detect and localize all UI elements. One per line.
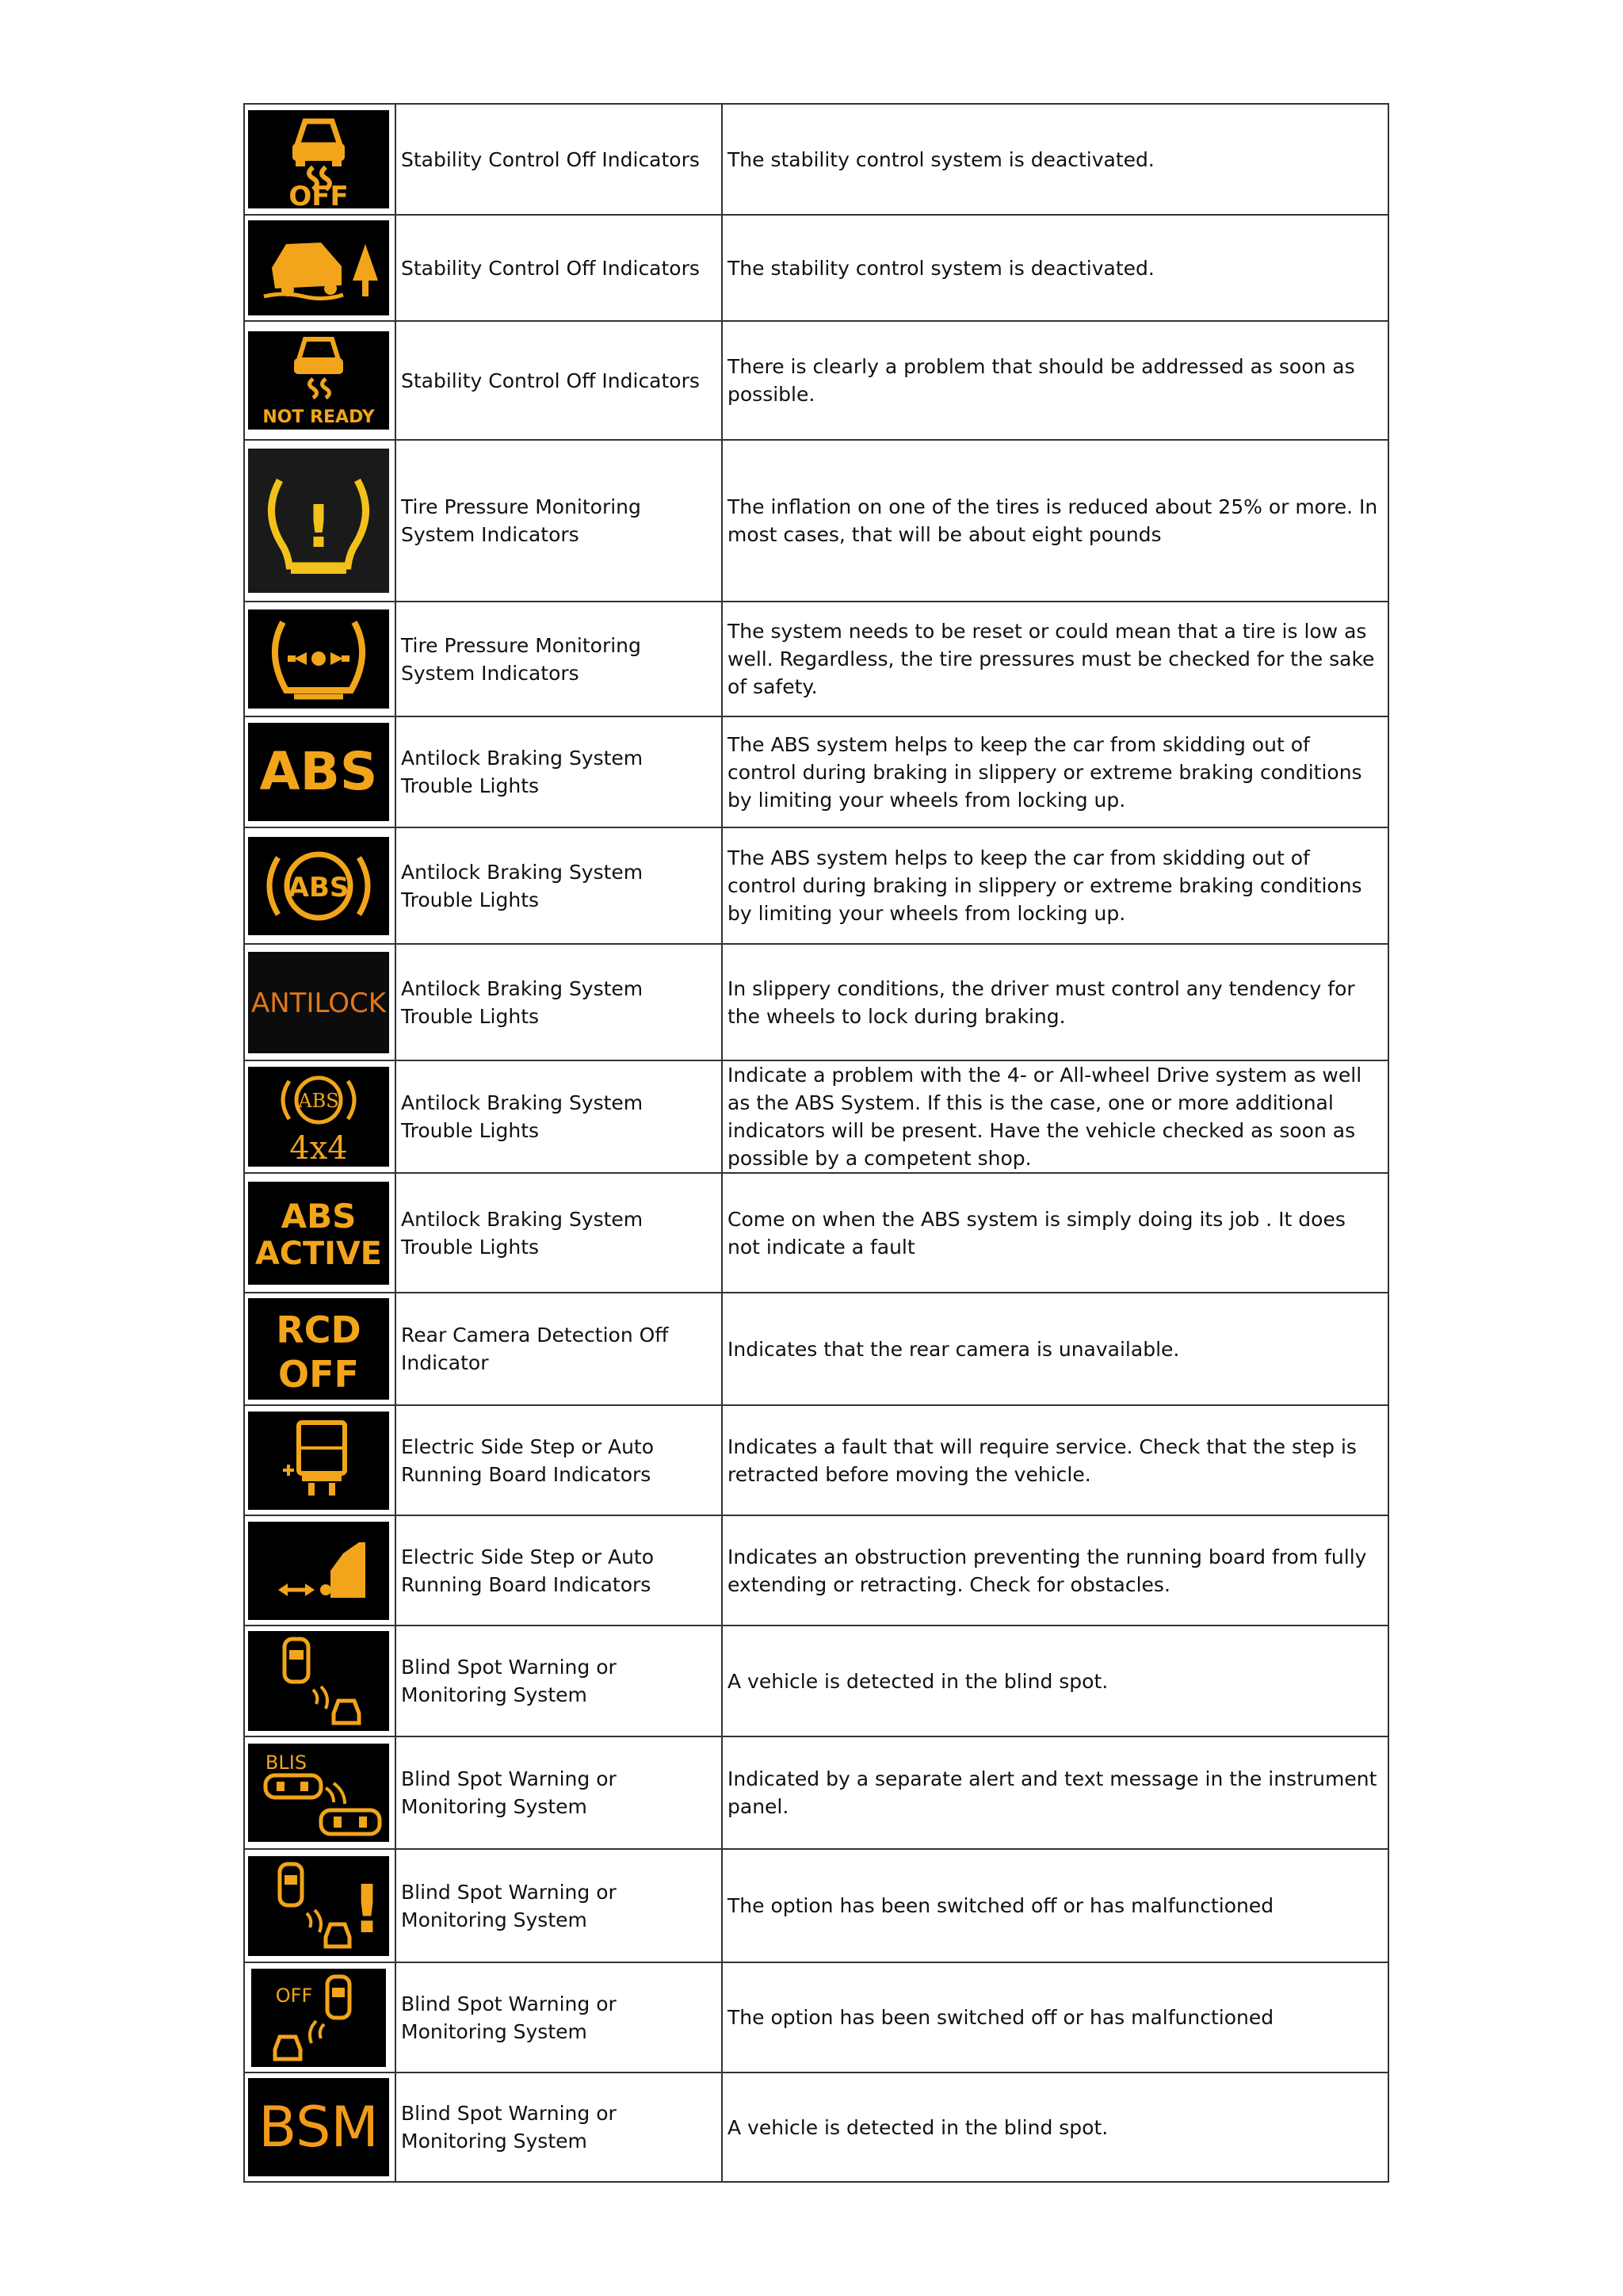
indicator-description: The option has been switched off or has malfunctioned — [722, 1962, 1388, 2073]
indicator-description: Indicates a fault that will require service. Check that the step is retracted before moving the vehicle. — [722, 1405, 1388, 1515]
side-step-fault-icon — [248, 1412, 389, 1510]
tire-pressure-reset-icon — [248, 609, 389, 709]
indicator-description: Indicates an obstruction preventing the running board from fully extending or retracting. Check for obstacles. — [722, 1515, 1388, 1626]
indicator-description: There is clearly a problem that should be addressed as soon as possible. — [722, 321, 1388, 440]
table-row — [244, 602, 1388, 716]
tire-pressure-warning-icon — [248, 449, 389, 593]
bsm-text-icon — [248, 2078, 389, 2176]
svg-text:ACTIVE: ACTIVE — [255, 1235, 382, 1272]
indicator-name: Antilock Braking System Trouble Lights — [395, 944, 722, 1060]
svg-text:ABS: ABS — [288, 871, 349, 904]
table-row — [244, 1962, 1388, 2073]
table-row — [244, 321, 1388, 440]
indicator-description: Indicated by a separate alert and text message in the instrument panel. — [722, 1736, 1388, 1849]
indicator-description: In slippery conditions, the driver must control any tendency for the wheels to lock during braking. — [722, 944, 1388, 1060]
indicator-name: Antilock Braking System Trouble Lights — [395, 1060, 722, 1173]
blis-icon — [248, 1744, 389, 1842]
indicator-name: Blind Spot Warning or Monitoring System — [395, 1626, 722, 1736]
svg-text:ANTILOCK: ANTILOCK — [251, 987, 388, 1019]
indicator-description: Indicate a problem with the 4- or All-wheel Drive system as well as the ABS System. If this is the case, one or more additional indicators will be present. Have the vehicle checked as soon as possible by a competent shop. — [722, 1060, 1388, 1173]
indicator-description: The inflation on one of the tires is reduced about 25% or more. In most cases, that will be about eight pounds — [722, 440, 1388, 602]
abs-4x4-icon — [248, 1067, 389, 1167]
stability-not-ready-icon — [248, 331, 389, 430]
indicator-description: The ABS system helps to keep the car from skidding out of control during braking in slippery or extreme braking conditions by limiting your wheels from locking up. — [722, 827, 1388, 944]
table-row — [244, 104, 1388, 215]
table-row — [244, 944, 1388, 1060]
indicator-name: Blind Spot Warning or Monitoring System — [395, 2073, 722, 2182]
indicator-name: Tire Pressure Monitoring System Indicators — [395, 602, 722, 716]
rcd-off-icon — [248, 1298, 389, 1400]
table-row — [244, 1736, 1388, 1849]
skidding-car-icon — [248, 220, 389, 315]
indicator-description: The stability control system is deactivated. — [722, 215, 1388, 321]
svg-text:BLIS: BLIS — [265, 1752, 307, 1774]
blind-spot-off-icon — [251, 1969, 386, 2067]
svg-text:!: ! — [305, 493, 332, 561]
svg-text:ABS: ABS — [259, 741, 378, 802]
table-row — [244, 1405, 1388, 1515]
svg-text:RCD: RCD — [276, 1308, 361, 1351]
indicator-description: A vehicle is detected in the blind spot. — [722, 2073, 1388, 2182]
svg-text:BSM: BSM — [258, 2095, 379, 2160]
blind-spot-warning-icon — [248, 1856, 389, 1956]
table-row — [244, 440, 1388, 602]
indicator-description: The ABS system helps to keep the car from skidding out of control during braking in slippery or extreme braking conditions by limiting your wheels from locking up. — [722, 716, 1388, 827]
indicator-description: Indicates that the rear camera is unavailable. — [722, 1293, 1388, 1405]
indicator-name: Antilock Braking System Trouble Lights — [395, 716, 722, 827]
indicator-name: Stability Control Off Indicators — [395, 321, 722, 440]
indicator-description: Come on when the ABS system is simply doing its job . It does not indicate a fault — [722, 1173, 1388, 1293]
table-row — [244, 1293, 1388, 1405]
table-row — [244, 1173, 1388, 1293]
table-row — [244, 1849, 1388, 1962]
indicator-name: Antilock Braking System Trouble Lights — [395, 827, 722, 944]
indicator-name: Blind Spot Warning or Monitoring System — [395, 1736, 722, 1849]
stability-control-off-icon — [248, 110, 389, 208]
indicator-name: Antilock Braking System Trouble Lights — [395, 1173, 722, 1293]
svg-text:OFF: OFF — [288, 181, 349, 208]
svg-text:OFF: OFF — [278, 1353, 359, 1396]
indicator-description: A vehicle is detected in the blind spot. — [722, 1626, 1388, 1736]
svg-text:!: ! — [351, 1870, 383, 1948]
indicator-name: Rear Camera Detection Off Indicator — [395, 1293, 722, 1405]
table-row — [244, 215, 1388, 321]
table-row — [244, 1060, 1388, 1173]
svg-text:4x4: 4x4 — [289, 1130, 348, 1167]
svg-text:ABS: ABS — [298, 1090, 339, 1112]
indicator-description: The option has been switched off or has malfunctioned — [722, 1849, 1388, 1962]
indicator-description: The system needs to be reset or could mean that a tire is low as well. Regardless, the tire pressures must be checked for the sake of safety. — [722, 602, 1388, 716]
indicator-description: The stability control system is deactivated. — [722, 104, 1388, 215]
abs-active-icon — [248, 1182, 389, 1285]
indicator-name: Stability Control Off Indicators — [395, 104, 722, 215]
abs-text-icon — [248, 723, 389, 821]
blind-spot-icon — [248, 1631, 389, 1731]
indicator-name: Blind Spot Warning or Monitoring System — [395, 1849, 722, 1962]
indicator-name: Electric Side Step or Auto Running Board Indicators — [395, 1405, 722, 1515]
indicator-name: Tire Pressure Monitoring System Indicators — [395, 440, 722, 602]
svg-text:ABS: ABS — [281, 1196, 357, 1236]
table-row — [244, 2073, 1388, 2182]
table-row — [244, 827, 1388, 944]
indicator-name: Stability Control Off Indicators — [395, 215, 722, 321]
abs-circle-icon — [248, 837, 389, 935]
running-board-obstruction-icon — [248, 1522, 389, 1620]
svg-text:NOT READY: NOT READY — [262, 407, 375, 427]
antilock-text-icon — [248, 952, 389, 1053]
indicator-name: Blind Spot Warning or Monitoring System — [395, 1962, 722, 2073]
indicator-name: Electric Side Step or Auto Running Board Indicators — [395, 1515, 722, 1626]
table-row — [244, 1626, 1388, 1736]
svg-text:OFF: OFF — [275, 1984, 313, 2007]
table-row — [244, 1515, 1388, 1626]
indicator-table — [243, 103, 1389, 2183]
table-row — [244, 716, 1388, 827]
